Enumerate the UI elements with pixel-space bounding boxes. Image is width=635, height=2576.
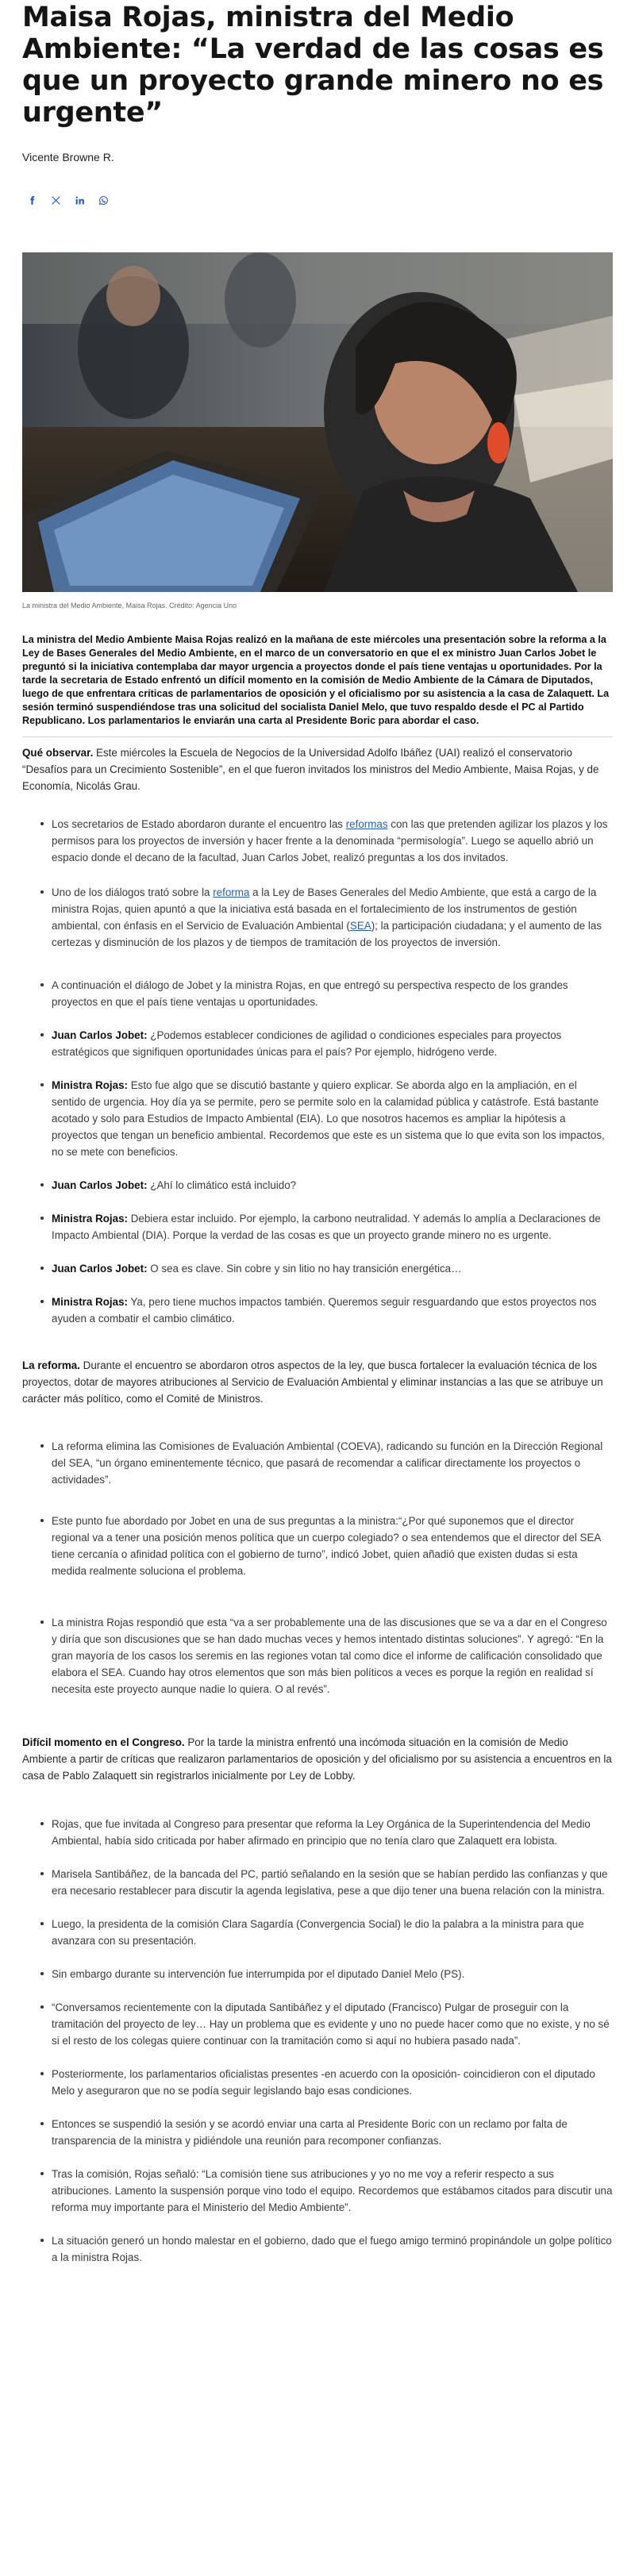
section-heading: La reforma. <box>22 1359 80 1371</box>
section-heading: Qué observar. <box>22 747 94 759</box>
bullet-list <box>22 1816 613 2266</box>
photo-caption: La ministra del Medio Ambiente, Maisa Rojas. Crédito: Agencia Uno <box>22 602 237 609</box>
facebook-icon[interactable] <box>25 194 38 206</box>
section-heading: Difícil momento en el Congreso. <box>22 1736 185 1748</box>
sea-link[interactable]: SEA <box>349 920 371 932</box>
list-item: Los secretarios de Estado abordaron durante el encuentro las reformas con las que pretenden agilizar los plazos y los permisos para los proyectos de inversión y hacer frente a la denominada “permisología”. Luego se aquello abrió un espacio donde el decano de la facultad, Juan Carlos Jobet, realizó preguntas a los dos invitados. <box>40 816 613 866</box>
list-item: La ministra Rojas respondió que esta “va a ser probablemente una de las discusiones que se va a dar en el Congreso y diría que son discusiones que se han dado muchas veces y hemos intentado distintas soluciones”. Y agregó: “En la gran mayoría de los casos los seremis en las regiones votan tal como dice el informe de calificación consolidado que elabora el SEA. Cuando hay otros elementos que son más bien políticos a veces es porque la región en realidad sí necesita este proyecto aunque nadie lo quiera. O al revés”. <box>40 1614 613 1697</box>
bullet-list <box>22 816 613 1327</box>
dialogue-item: Juan Carlos Jobet: O sea es clave. Sin cobre y sin litio no hay transición energética… <box>40 1260 613 1277</box>
article-photo <box>22 252 613 592</box>
author-name[interactable]: Vicente Browne R. <box>22 151 114 163</box>
reformas-link[interactable]: reformas <box>345 818 388 830</box>
reforma-link[interactable]: reforma <box>213 886 250 898</box>
bullet-list <box>22 1438 613 1697</box>
list-item: Posteriormente, los parlamentarios oficialistas presentes -en acuerdo con la oposición- coincidieron con el diputado Melo y aseguraron que no se podía seguir legislando bajo esas condiciones. <box>40 2066 613 2099</box>
section-paragraph: Difícil momento en el Congreso. Por la tarde la ministra enfrentó una incómoda situación en la comisión de Medio Ambiente a partir de críticas que realizaron parlamentarios de oposición y del oficialismo por su asistencia a encuentros en la casa de Pablo Zalaquett sin registrarlos inicialmente por Ley de Lobby. <box>22 1736 612 1782</box>
whatsapp-icon[interactable] <box>97 194 110 206</box>
article-title: Maisa Rojas, ministra del Medio Ambiente: “La verdad de las cosas es que un proyecto grande minero no es urgente” <box>22 2 604 129</box>
linkedin-icon[interactable] <box>73 194 86 206</box>
section-paragraph: Qué observar. Este miércoles la Escuela de Negocios de la Universidad Adolfo Ibáñez (UAI) realizó el conservatorio “Desafíos para un Crecimiento Sostenible”, en el que fueron invitados los ministros del Medio Ambiente, Maisa Rojas, y de Economía, Nicolás Grau. <box>22 747 599 792</box>
list-item: Sin embargo durante su intervención fue interrumpida por el diputado Daniel Melo (PS). <box>40 1966 613 1982</box>
article-lead: La ministra del Medio Ambiente Maisa Rojas realizó en la mañana de este miércoles una presentación sobre la reforma a la Ley de Bases Generales del Medio Ambiente, en el marco de un conversatorio en que el ex ministro Juan Carlos Jobet le preguntó si la iniciativa contemplaba dar mayor urgencia a proyectos donde el país tiene ventajas u oportunidades. Por la tarde la secretaria de Estado enfrentó un difícil momento en la comisión de Medio Ambiente de la Cámara de Diputados, luego de que enfrentara críticas de parlamentarios de oposición y el oficialismo por su asistencia a la casa de Zalaquett. La sesión terminó suspendiéndose tras una solicitud del socialista Daniel Melo, que tuvo respaldo desde el PC al Partido Republicano. Los parlamentarios le enviarán una carta al Presidente Boric para abordar el caso. <box>22 634 610 726</box>
divider <box>22 736 613 737</box>
dialogue-item: Ministra Rojas: Debiera estar incluido. Por ejemplo, la carbono neutralidad. Y además lo amplía a Declaraciones de Impacto Ambiental (DIA). Porque la verdad de las cosas es que un proyecto grande minero no es urgente. <box>40 1210 613 1244</box>
list-item: Marisela Santibáñez, de la bancada del PC, partió señalando en la sesión que se habían perdido las confianzas y que era necesario restablecer para discutir la agenda legislativa, pese a que dijo tener una buena relación con la ministra. <box>40 1866 613 1899</box>
dialogue-item: Ministra Rojas: Ya, pero tiene muchos impactos también. Queremos seguir resguardando que estos proyectos nos ayuden a combatir el cambio climático. <box>40 1294 613 1327</box>
dialogue-item: Ministra Rojas: Esto fue algo que se discutió bastante y quiero explicar. Se aborda algo en la ampliación, en el sentido de urgencia. Hoy día ya se permite, pero se permite solo en la calamidad pública y catástrofe. Está bastante acotado y solo para Estudios de Impacto Ambiental (EIA). Lo que nosotros hacemos es ampliar la hipótesis a proyectos que tengan un beneficio ambiental. Recordemos que este es un sistema que lo que evita son los impactos, no se mete con beneficios. <box>40 1077 613 1160</box>
list-item: “Conversamos recientemente con la diputada Santibáñez y el diputado (Francisco) Pulgar de proseguir con la tramitación del proyecto de ley… Hay un problema que es evidente y uno no puede hacer como que no existe, y no sé si el resto de los colegas quiere continuar con la tramitación como si aquí no hubiera pasado nada”. <box>40 1999 613 2049</box>
list-item: Uno de los diálogos trató sobre la reforma a la Ley de Bases Generales del Medio Ambiente, que está a cargo de la ministra Rojas, quien apuntó a que la iniciativa está basada en el fortalecimiento de los instrumentos de gestión ambiental, con énfasis en el Servicio de Evaluación Ambiental (SEA); la participación ciudadana; y el aumento de las certezas y disminución de los plazos y de tiempos de tramitación de los proyectos de inversión. <box>40 884 613 951</box>
section-paragraph: La reforma. Durante el encuentro se abordaron otros aspectos de la ley, que busca fortalecer la evaluación técnica de los proyectos, dotar de mayores atribuciones al Servicio de Evaluación Ambiental y eliminar instancias a las que se atribuye un carácter más político, como el Comité de Ministros. <box>22 1359 603 1405</box>
list-item: La reforma elimina las Comisiones de Evaluación Ambiental (COEVA), radicando su función en la Dirección Regional del SEA, “un órgano eminentemente técnico, que pasará de recomendar a calificar directamente los proyectos o actividades”. <box>40 1438 613 1488</box>
share-bar <box>25 194 613 206</box>
list-item: Tras la comisión, Rojas señaló: “La comisión tiene sus atribuciones y yo no me voy a referir respecto a sus atribuciones. Lamento la suspensión porque vino todo el equipo. Recordemos que estábamos citados para discutir una reforma muy importante para el Ministerio del Medio Ambiente”. <box>40 2166 613 2216</box>
list-item: Luego, la presidenta de la comisión Clara Sagardía (Convergencia Social) le dio la palabra a la ministra para que avanzara con su presentación. <box>40 1916 613 1949</box>
dialogue-item: Juan Carlos Jobet: ¿Podemos establecer condiciones de agilidad o condiciones especiales para proyectos estratégicos que signifiquen oportunidades únicas para el país? Por ejemplo, hidrógeno verde. <box>40 1027 613 1060</box>
list-item: La situación generó un hondo malestar en el gobierno, dado que el fuego amigo terminó propinándole un golpe político a la ministra Rojas. <box>40 2232 613 2266</box>
x-icon[interactable] <box>49 194 62 206</box>
list-item: Entonces se suspendió la sesión y se acordó enviar una carta al Presidente Boric con un reclamo por falta de transparencia de la ministra y pidiéndole una reunión para recomponer confianzas. <box>40 2116 613 2149</box>
list-item: Rojas, que fue invitada al Congreso para presentar que reforma la Ley Orgánica de la Superintendencia del Medio Ambiental, había sido criticada por haber afirmado en principio que no tenía claro que Zalaquett era lobista. <box>40 1816 613 1849</box>
list-item: A continuación el diálogo de Jobet y la ministra Rojas, en que entregó su perspectiva respecto de los grandes proyectos en que el país tiene ventajas u oportunidades. <box>40 977 613 1010</box>
list-item: Este punto fue abordado por Jobet en una de sus preguntas a la ministra:“¿Por qué suponemos que el director regional va a tener una posición menos política que un cuerpo colegiado? o sea entendemos que el director del SEA tiene cercanía o afinidad política con el gobierno de turno”, indicó Jobet, quien añadió que existen dudas si esta medida realmente soluciona el problema. <box>40 1513 613 1579</box>
dialogue-item: Juan Carlos Jobet: ¿Ahí lo climático está incluido? <box>40 1177 613 1194</box>
